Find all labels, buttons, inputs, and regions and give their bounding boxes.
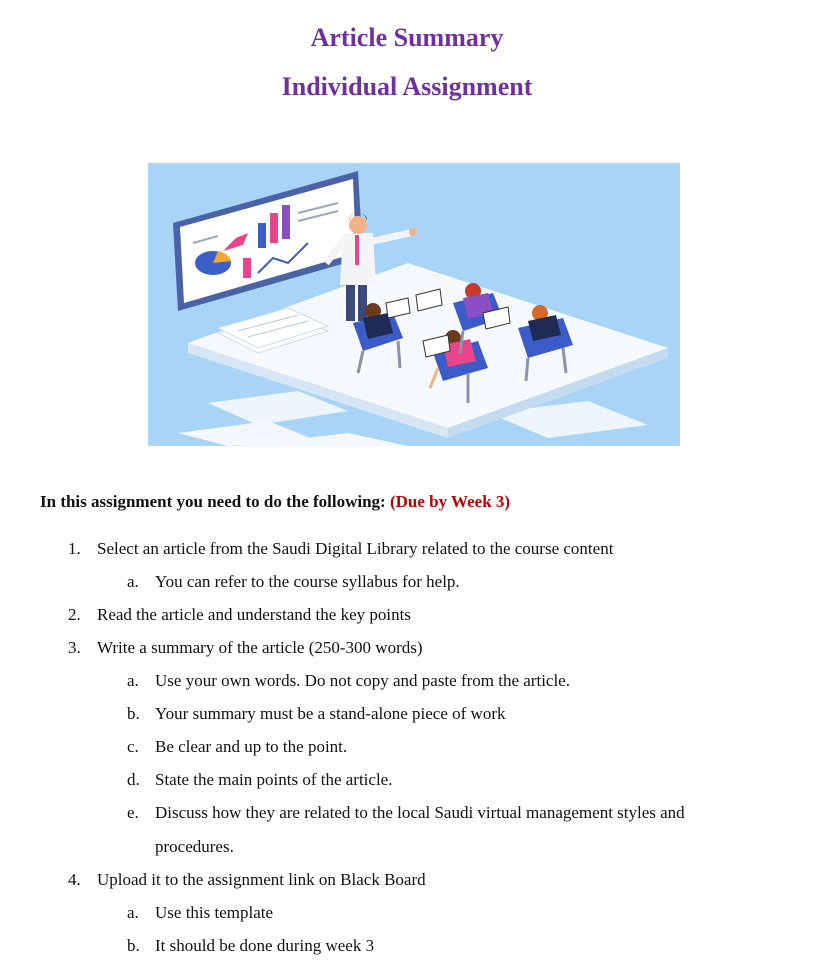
list-text: Write a summary of the article (250-300 words) [97, 638, 423, 657]
list-text: State the main points of the article. [155, 770, 393, 789]
page-title: Article Summary [310, 23, 504, 52]
list-marker: d. [127, 770, 140, 789]
list-marker: e. [127, 803, 139, 822]
list-marker: c. [127, 737, 139, 756]
list-text: procedures. [155, 837, 234, 856]
list-text: Your summary must be a stand-alone piece of work [155, 704, 506, 723]
intro-text: In this assignment you need to do the following: [40, 492, 386, 511]
classroom-illustration [148, 163, 680, 446]
list-text: You can refer to the course syllabus for help. [155, 572, 460, 591]
page-subtitle: Individual Assignment [281, 72, 533, 101]
list-marker: b. [127, 704, 140, 723]
list-marker: b. [127, 936, 140, 955]
list-text: Select an article from the Saudi Digital Library related to the course content [97, 539, 614, 558]
list-marker: 2. [68, 605, 81, 624]
list-marker: a. [127, 903, 139, 922]
list-text: Read the article and understand the key points [97, 605, 411, 624]
list-text: Upload it to the assignment link on Black Board [97, 870, 426, 889]
list-text: Be clear and up to the point. [155, 737, 348, 756]
list-marker: 3. [68, 638, 81, 657]
list-text: Use this template [155, 903, 274, 922]
list-marker: a. [127, 671, 139, 690]
assignment-intro [40, 492, 510, 512]
list-text: Discuss how they are related to the local Saudi virtual management styles and [155, 803, 685, 822]
due-date-note: (Due by Week 3) [389, 492, 511, 511]
list-text: Use your own words. Do not copy and paste from the article. [155, 671, 570, 690]
list-marker: 4. [68, 870, 81, 889]
list-marker: 1. [68, 539, 81, 558]
list-marker: a. [127, 572, 139, 591]
list-text: It should be done during week 3 [155, 936, 375, 955]
